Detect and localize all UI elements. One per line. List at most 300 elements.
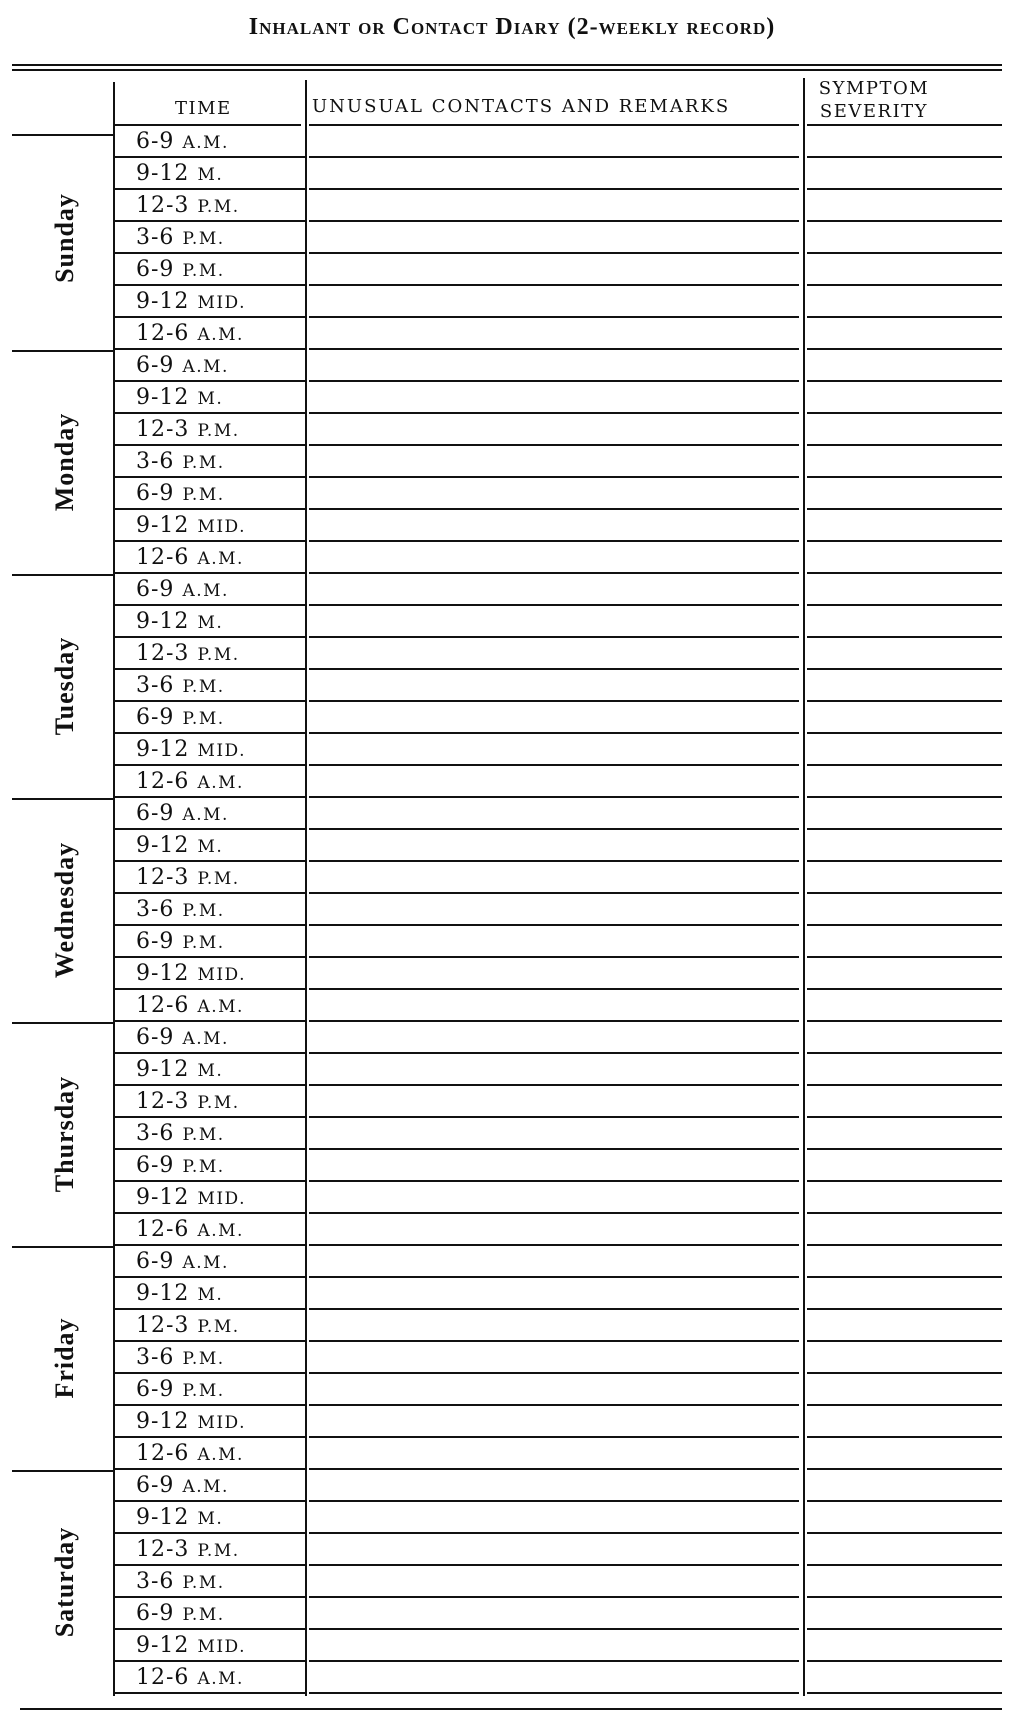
remarks-entry-line xyxy=(309,1436,799,1438)
time-slot-hours: 9-12 xyxy=(136,1185,190,1210)
time-slot-hours: 12-6 xyxy=(136,769,190,794)
time-slot-suffix: A.M. xyxy=(197,773,244,793)
severity-entry-line xyxy=(807,1212,1002,1214)
time-slot xyxy=(136,447,225,478)
remarks-entry-line xyxy=(309,380,799,382)
time-slot-line xyxy=(115,1372,305,1374)
time-slot-line xyxy=(115,956,305,958)
remarks-entry-line xyxy=(309,412,799,414)
time-slot-hours: 9-12 xyxy=(136,289,190,314)
time-slot-hours: 12-3 xyxy=(136,417,190,442)
day-separator-sunday xyxy=(12,134,113,136)
time-slot xyxy=(136,415,240,446)
time-slot-hours: 3-6 xyxy=(136,225,175,250)
day-label-friday: Friday xyxy=(49,1317,79,1399)
time-slot-hours: 12-6 xyxy=(136,1441,190,1466)
time-slot xyxy=(136,767,244,798)
remarks-entry-line xyxy=(309,732,799,734)
time-slot-hours: 6-9 xyxy=(136,481,175,506)
time-slot-hours: 6-9 xyxy=(136,1601,175,1626)
time-slot-hours: 3-6 xyxy=(136,1121,175,1146)
time-slot-line xyxy=(115,220,305,222)
severity-entry-line xyxy=(807,508,1002,510)
time-slot xyxy=(136,1151,225,1182)
day-label-saturday: Saturday xyxy=(49,1526,79,1638)
time-slot-line xyxy=(115,1692,305,1694)
time-slot-suffix: P.M. xyxy=(182,677,225,697)
remarks-entry-line xyxy=(309,540,799,542)
remarks-entry-line xyxy=(309,1532,799,1534)
severity-entry-line xyxy=(807,732,1002,734)
time-slot-hours: 3-6 xyxy=(136,449,175,474)
time-slot-suffix: P.M. xyxy=(197,1093,240,1113)
time-slot-suffix: P.M. xyxy=(197,1317,240,1337)
time-slot-suffix: A.M. xyxy=(182,581,229,601)
time-slot xyxy=(136,1183,246,1214)
time-slot-line xyxy=(115,1660,305,1662)
remarks-entry-line xyxy=(309,1020,799,1022)
time-slot xyxy=(136,703,225,734)
day-separator-friday xyxy=(12,1246,113,1248)
time-slot xyxy=(136,927,225,958)
time-slot-hours: 6-9 xyxy=(136,929,175,954)
day-label-sunday: Sunday xyxy=(49,193,79,283)
time-slot-suffix: A.M. xyxy=(182,1253,229,1273)
time-slot-suffix: P.M. xyxy=(182,229,225,249)
severity-entry-line xyxy=(807,1628,1002,1630)
time-slot-hours: 9-12 xyxy=(136,961,190,986)
severity-entry-line xyxy=(807,444,1002,446)
time-slot-line xyxy=(115,1052,305,1054)
time-slot-suffix: M. xyxy=(197,613,224,633)
time-slot-hours: 12-6 xyxy=(136,545,190,570)
severity-entry-line xyxy=(807,476,1002,478)
severity-entry-line xyxy=(807,1276,1002,1278)
time-slot xyxy=(136,991,244,1022)
time-slot-line xyxy=(115,668,305,670)
time-slot-line xyxy=(115,1404,305,1406)
remarks-entry-line xyxy=(309,1084,799,1086)
remarks-entry-line xyxy=(309,572,799,574)
time-slot-hours: 9-12 xyxy=(136,1057,190,1082)
severity-entry-line xyxy=(807,572,1002,574)
remarks-entry-line xyxy=(309,1596,799,1598)
remarks-entry-line xyxy=(309,828,799,830)
time-slot-line xyxy=(115,380,305,382)
time-slot-line xyxy=(115,188,305,190)
time-slot-hours: 6-9 xyxy=(136,1473,175,1498)
time-slot-suffix: A.M. xyxy=(182,805,229,825)
time-header-underline xyxy=(113,124,301,126)
time-slot xyxy=(136,319,244,350)
severity-entry-line xyxy=(807,764,1002,766)
time-slot-suffix: M. xyxy=(197,1061,224,1081)
severity-entry-line xyxy=(807,1052,1002,1054)
time-slot-hours: 12-3 xyxy=(136,1313,190,1338)
time-slot-hours: 12-6 xyxy=(136,1665,190,1690)
time-slot-suffix: M. xyxy=(197,837,224,857)
severity-entry-line xyxy=(807,1660,1002,1662)
time-slot xyxy=(136,895,225,926)
time-slot-suffix: A.M. xyxy=(197,1445,244,1465)
time-slot xyxy=(136,511,246,542)
severity-entry-line xyxy=(807,284,1002,286)
time-slot-suffix: MID. xyxy=(197,1189,246,1209)
time-slot-suffix: P.M. xyxy=(197,1541,240,1561)
severity-entry-line xyxy=(807,1020,1002,1022)
time-slot-hours: 12-6 xyxy=(136,321,190,346)
time-slot-line xyxy=(115,924,305,926)
time-slot xyxy=(136,799,229,830)
time-slot-suffix: MID. xyxy=(197,965,246,985)
severity-entry-line xyxy=(807,700,1002,702)
day-separator-saturday xyxy=(12,1470,113,1472)
day-separator-monday xyxy=(12,350,113,352)
time-slot-hours: 9-12 xyxy=(136,513,190,538)
time-slot-hours: 6-9 xyxy=(136,1377,175,1402)
time-slot-line xyxy=(115,316,305,318)
time-slot-hours: 3-6 xyxy=(136,897,175,922)
time-slot-suffix: MID. xyxy=(197,741,246,761)
remarks-column-header: UNUSUAL CONTACTS AND REMARKS xyxy=(312,96,731,117)
remarks-entry-line xyxy=(309,1052,799,1054)
day-separator-tuesday xyxy=(12,574,113,576)
severity-entry-line xyxy=(807,860,1002,862)
remarks-entry-line xyxy=(309,508,799,510)
remarks-entry-line xyxy=(309,1276,799,1278)
time-slot xyxy=(136,1023,229,1054)
time-slot xyxy=(136,1663,244,1694)
time-slot xyxy=(136,1343,225,1374)
severity-entry-line xyxy=(807,1564,1002,1566)
remarks-entry-line xyxy=(309,700,799,702)
severity-column-divider xyxy=(803,78,805,1696)
time-slot-suffix: P.M. xyxy=(182,453,225,473)
remarks-entry-line xyxy=(309,252,799,254)
time-slot-suffix: P.M. xyxy=(182,1381,225,1401)
time-slot-suffix: A.M. xyxy=(182,1477,229,1497)
day-label-thursday: Thursday xyxy=(49,1075,79,1193)
remarks-entry-line xyxy=(309,1212,799,1214)
time-slot xyxy=(136,959,246,990)
time-slot-line xyxy=(115,1148,305,1150)
time-slot-hours: 6-9 xyxy=(136,353,175,378)
time-slot-line xyxy=(115,1180,305,1182)
remarks-entry-line xyxy=(309,764,799,766)
remarks-entry-line xyxy=(309,1468,799,1470)
time-slot-hours: 9-12 xyxy=(136,737,190,762)
time-column-divider xyxy=(113,82,115,1696)
remarks-entry-line xyxy=(309,284,799,286)
time-slot-suffix: P.M. xyxy=(182,901,225,921)
time-slot-line xyxy=(115,156,305,158)
time-slot-hours: 6-9 xyxy=(136,1025,175,1050)
severity-entry-line xyxy=(807,1116,1002,1118)
time-slot xyxy=(136,1535,240,1566)
time-slot-suffix: P.M. xyxy=(182,1157,225,1177)
time-slot xyxy=(136,479,225,510)
time-slot-line xyxy=(115,1436,305,1438)
time-slot-line xyxy=(115,892,305,894)
time-slot-suffix: P.M. xyxy=(197,645,240,665)
time-slot-suffix: A.M. xyxy=(197,997,244,1017)
remarks-entry-line xyxy=(309,188,799,190)
time-slot xyxy=(136,1247,229,1278)
severity-entry-line xyxy=(807,1148,1002,1150)
time-slot-line xyxy=(115,252,305,254)
time-slot xyxy=(136,159,223,190)
time-slot-suffix: P.M. xyxy=(182,485,225,505)
severity-entry-line xyxy=(807,1244,1002,1246)
remarks-entry-line xyxy=(309,1340,799,1342)
remarks-entry-line xyxy=(309,860,799,862)
time-slot-suffix: MID. xyxy=(197,293,246,313)
time-slot-suffix: P.M. xyxy=(182,709,225,729)
time-slot xyxy=(136,1631,246,1662)
time-slot xyxy=(136,255,225,286)
time-slot-suffix: P.M. xyxy=(197,869,240,889)
time-slot xyxy=(136,1503,223,1534)
time-slot xyxy=(136,543,244,574)
time-slot-hours: 6-9 xyxy=(136,257,175,282)
severity-entry-line xyxy=(807,1692,1002,1694)
time-slot-hours: 12-3 xyxy=(136,641,190,666)
day-separator-thursday xyxy=(12,1022,113,1024)
time-slot-line xyxy=(115,1468,305,1470)
time-slot-line xyxy=(115,1532,305,1534)
time-slot-line xyxy=(115,348,305,350)
time-slot-line xyxy=(115,732,305,734)
remarks-entry-line xyxy=(309,476,799,478)
time-slot-suffix: MID. xyxy=(197,1637,246,1657)
day-label-tuesday: Tuesday xyxy=(49,636,79,736)
time-slot-hours: 3-6 xyxy=(136,1345,175,1370)
time-slot-line xyxy=(115,1084,305,1086)
time-slot-suffix: P.M. xyxy=(182,1573,225,1593)
severity-entry-line xyxy=(807,988,1002,990)
time-slot-line xyxy=(115,796,305,798)
severity-entry-line xyxy=(807,924,1002,926)
time-slot xyxy=(136,1407,246,1438)
time-slot xyxy=(136,639,240,670)
time-slot-line xyxy=(115,444,305,446)
time-slot xyxy=(136,1087,240,1118)
remarks-entry-line xyxy=(309,956,799,958)
remarks-column-divider xyxy=(305,80,307,1696)
time-slot-hours: 12-3 xyxy=(136,193,190,218)
severity-entry-line xyxy=(807,188,1002,190)
severity-entry-line xyxy=(807,380,1002,382)
remarks-entry-line xyxy=(309,1692,799,1694)
remarks-entry-line xyxy=(309,1372,799,1374)
time-slot-suffix: M. xyxy=(197,1285,224,1305)
remarks-entry-line xyxy=(309,604,799,606)
remarks-entry-line xyxy=(309,1500,799,1502)
time-slot xyxy=(136,607,223,638)
time-slot-hours: 9-12 xyxy=(136,1281,190,1306)
time-slot-hours: 12-3 xyxy=(136,1089,190,1114)
time-slot-line xyxy=(115,412,305,414)
time-slot-line xyxy=(115,284,305,286)
remarks-entry-line xyxy=(309,348,799,350)
time-slot xyxy=(136,127,229,158)
time-slot xyxy=(136,1375,225,1406)
remarks-entry-line xyxy=(309,1564,799,1566)
day-label-wednesday: Wednesday xyxy=(49,841,79,979)
severity-entry-line xyxy=(807,1468,1002,1470)
day-label-monday: Monday xyxy=(49,412,79,512)
time-slot-line xyxy=(115,540,305,542)
severity-entry-line xyxy=(807,1372,1002,1374)
severity-entry-line xyxy=(807,156,1002,158)
time-slot-suffix: P.M. xyxy=(182,1125,225,1145)
time-slot-line xyxy=(115,476,305,478)
severity-entry-line xyxy=(807,892,1002,894)
time-slot-hours: 9-12 xyxy=(136,1505,190,1530)
remarks-entry-line xyxy=(309,924,799,926)
severity-entry-line xyxy=(807,348,1002,350)
severity-entry-line xyxy=(807,316,1002,318)
time-slot-line xyxy=(115,1020,305,1022)
time-slot-line xyxy=(115,1596,305,1598)
time-slot-hours: 6-9 xyxy=(136,801,175,826)
severity-entry-line xyxy=(807,796,1002,798)
remarks-entry-line xyxy=(309,796,799,798)
severity-entry-line xyxy=(807,1084,1002,1086)
time-slot-suffix: M. xyxy=(197,1509,224,1529)
remarks-entry-line xyxy=(309,156,799,158)
remarks-entry-line xyxy=(309,220,799,222)
severity-column-header-line1: SYMPTOM xyxy=(818,78,930,99)
time-slot xyxy=(136,1055,223,1086)
time-slot xyxy=(136,863,240,894)
time-slot-suffix: A.M. xyxy=(197,325,244,345)
time-slot-suffix: A.M. xyxy=(197,1221,244,1241)
time-slot xyxy=(136,1311,240,1342)
time-slot-hours: 3-6 xyxy=(136,673,175,698)
severity-entry-line xyxy=(807,412,1002,414)
time-slot-suffix: A.M. xyxy=(197,1669,244,1689)
time-slot-hours: 6-9 xyxy=(136,1249,175,1274)
time-slot-suffix: A.M. xyxy=(197,549,244,569)
severity-entry-line xyxy=(807,1532,1002,1534)
time-slot-suffix: M. xyxy=(197,389,224,409)
severity-entry-line xyxy=(807,1596,1002,1598)
severity-entry-line xyxy=(807,252,1002,254)
time-slot-suffix: P.M. xyxy=(197,197,240,217)
time-slot-hours: 6-9 xyxy=(136,577,175,602)
remarks-entry-line xyxy=(309,1404,799,1406)
remarks-entry-line xyxy=(309,316,799,318)
time-slot-line xyxy=(115,1212,305,1214)
time-slot-hours: 9-12 xyxy=(136,833,190,858)
time-slot-hours: 9-12 xyxy=(136,385,190,410)
remarks-entry-line xyxy=(309,1628,799,1630)
severity-entry-line xyxy=(807,636,1002,638)
header-top-rule xyxy=(12,64,1002,66)
time-slot xyxy=(136,1567,225,1598)
remarks-entry-line xyxy=(309,444,799,446)
remarks-entry-line xyxy=(309,1660,799,1662)
time-slot-hours: 9-12 xyxy=(136,1633,190,1658)
remarks-entry-line xyxy=(309,1308,799,1310)
time-slot xyxy=(136,831,223,862)
time-slot xyxy=(136,1439,244,1470)
time-slot-hours: 12-3 xyxy=(136,1537,190,1562)
time-slot-line xyxy=(115,1500,305,1502)
time-slot-line xyxy=(115,700,305,702)
time-slot-hours: 12-6 xyxy=(136,1217,190,1242)
time-slot-suffix: P.M. xyxy=(182,1605,225,1625)
time-slot-line xyxy=(115,828,305,830)
remarks-entry-line xyxy=(309,988,799,990)
time-slot-suffix: MID. xyxy=(197,1413,246,1433)
remarks-entry-line xyxy=(309,892,799,894)
time-slot-line xyxy=(115,1244,305,1246)
time-slot-suffix: MID. xyxy=(197,517,246,537)
time-slot-suffix: P.M. xyxy=(182,1349,225,1369)
time-slot xyxy=(136,191,240,222)
time-slot-hours: 6-9 xyxy=(136,705,175,730)
time-slot-line xyxy=(115,1308,305,1310)
time-slot-suffix: P.M. xyxy=(182,261,225,281)
remarks-entry-line xyxy=(309,1148,799,1150)
time-slot xyxy=(136,1215,244,1246)
remarks-entry-line xyxy=(309,668,799,670)
time-slot-line xyxy=(115,1276,305,1278)
time-slot xyxy=(136,735,246,766)
page-title: Inhalant or Contact Diary (2-weekly record) xyxy=(248,14,776,40)
time-slot xyxy=(136,1119,225,1150)
remarks-entry-line xyxy=(309,1116,799,1118)
time-slot-hours: 12-3 xyxy=(136,865,190,890)
time-slot-suffix: A.M. xyxy=(182,1029,229,1049)
time-slot-suffix: A.M. xyxy=(182,357,229,377)
time-slot-suffix: A.M. xyxy=(182,133,229,153)
time-slot-line xyxy=(115,1340,305,1342)
time-slot xyxy=(136,1279,223,1310)
time-column-header: TIME xyxy=(175,98,232,119)
time-slot-line xyxy=(115,988,305,990)
severity-entry-line xyxy=(807,1180,1002,1182)
severity-header-underline xyxy=(807,124,1002,126)
remarks-entry-line xyxy=(309,1180,799,1182)
time-slot-line xyxy=(115,572,305,574)
day-separator-wednesday xyxy=(12,798,113,800)
severity-entry-line xyxy=(807,668,1002,670)
time-slot-hours: 9-12 xyxy=(136,609,190,634)
time-slot-suffix: P.M. xyxy=(197,421,240,441)
time-slot-hours: 12-6 xyxy=(136,993,190,1018)
time-slot-line xyxy=(115,1628,305,1630)
time-slot xyxy=(136,1471,229,1502)
time-slot-hours: 9-12 xyxy=(136,161,190,186)
time-slot-line xyxy=(115,1564,305,1566)
time-slot xyxy=(136,575,229,606)
time-slot-line xyxy=(115,636,305,638)
remarks-entry-line xyxy=(309,1244,799,1246)
time-slot xyxy=(136,1599,225,1630)
remarks-entry-line xyxy=(309,636,799,638)
severity-entry-line xyxy=(807,604,1002,606)
severity-entry-line xyxy=(807,956,1002,958)
severity-entry-line xyxy=(807,1500,1002,1502)
time-slot-line xyxy=(115,764,305,766)
time-slot-line xyxy=(115,604,305,606)
remarks-header-underline xyxy=(309,124,799,126)
time-slot xyxy=(136,671,225,702)
severity-entry-line xyxy=(807,220,1002,222)
